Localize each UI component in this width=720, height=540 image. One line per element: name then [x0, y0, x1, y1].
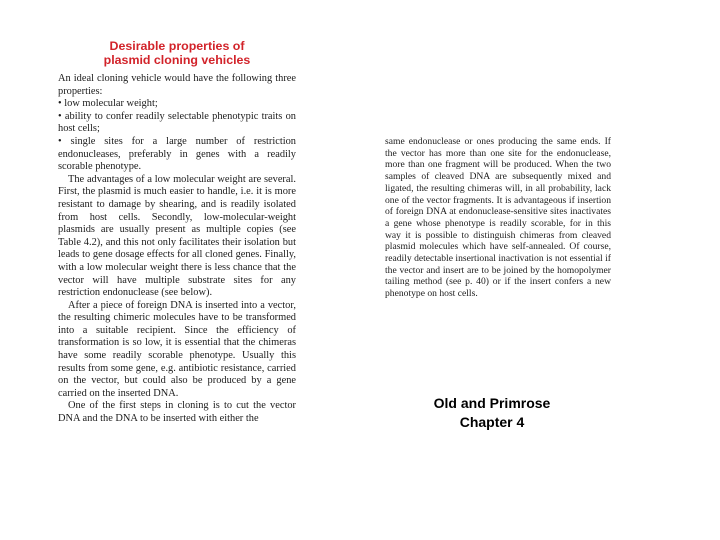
body-paragraph: One of the first steps in cloning is to cut the vector DNA and the DNA to be inserted with either the	[58, 400, 296, 425]
intro-paragraph: An ideal cloning vehicle would have the following three properties:	[58, 73, 296, 97]
continuation-paragraph: same endonuclease or ones producing the same ends. If the vector has more than one site for the endonuclease, more than one fragment will be produced. When the two samples of cleaved DNA are subsequently mixed and ligated, the resulting chimeras will, in all probability, lack one of the vector fragments. It is advantageous if insertion of foreign DNA at endonuclease-sensitive sites inactivates a gene whose phenotype is readily scorable, for in this way it is possible to distinguish chimeras from cleaved plasmid molecules which have self-annealed. Of course, readily detectable insertional inactivation is not essential if the vector and insert are to be joined by the homopolymer tailing method (see p. 40) or if the insert confers a new phenotype on host cells.	[385, 136, 611, 300]
section-heading	[58, 40, 296, 67]
bullet-item: • single sites for a large number of restriction endonucleases, preferably in genes with a readily scorable phenotype.	[58, 135, 296, 173]
bullet-item: • low molecular weight;	[58, 98, 158, 110]
section-heading-line-2: plasmid cloning vehicles	[103, 52, 251, 67]
source-caption	[400, 394, 584, 432]
source-caption-author: Old and Primrose	[433, 395, 551, 411]
right-text-column	[385, 136, 611, 300]
body-paragraph: After a piece of foreign DNA is inserted into a vector, the resulting chimeric molecules have to be transformed into a suitable recipient. Since the efficiency of transformation is so low, it is essential that the chimeras have some readily scorable phenotype. Usually this results from some gene, e.g. antibiotic resistance, carried on the vector, but could also be produced by a gene carried on the inserted DNA.	[58, 299, 296, 399]
bullet-item: • ability to confer readily selectable phenotypic traits on host cells;	[58, 110, 296, 135]
section-heading-line-1: Desirable properties of	[109, 39, 245, 53]
body-paragraph: The advantages of a low molecular weight are several. First, the plasmid is much easier to handle, i.e. it is more resistant to damage by shearing, and is readily isolated from host cells. Secondly, low-molecular-weight plasmids are usually present as multiple copies (see Table 4.2), and this not only facilitates their isolation but leads to gene dosage effects for all cloned genes. Finally, with a low molecular weight there is less chance that the vector will have multiple substrate sites for any restriction endonuclease (see below).	[58, 173, 296, 299]
left-text-column	[58, 40, 296, 426]
source-caption-chapter: Chapter 4	[459, 414, 525, 430]
